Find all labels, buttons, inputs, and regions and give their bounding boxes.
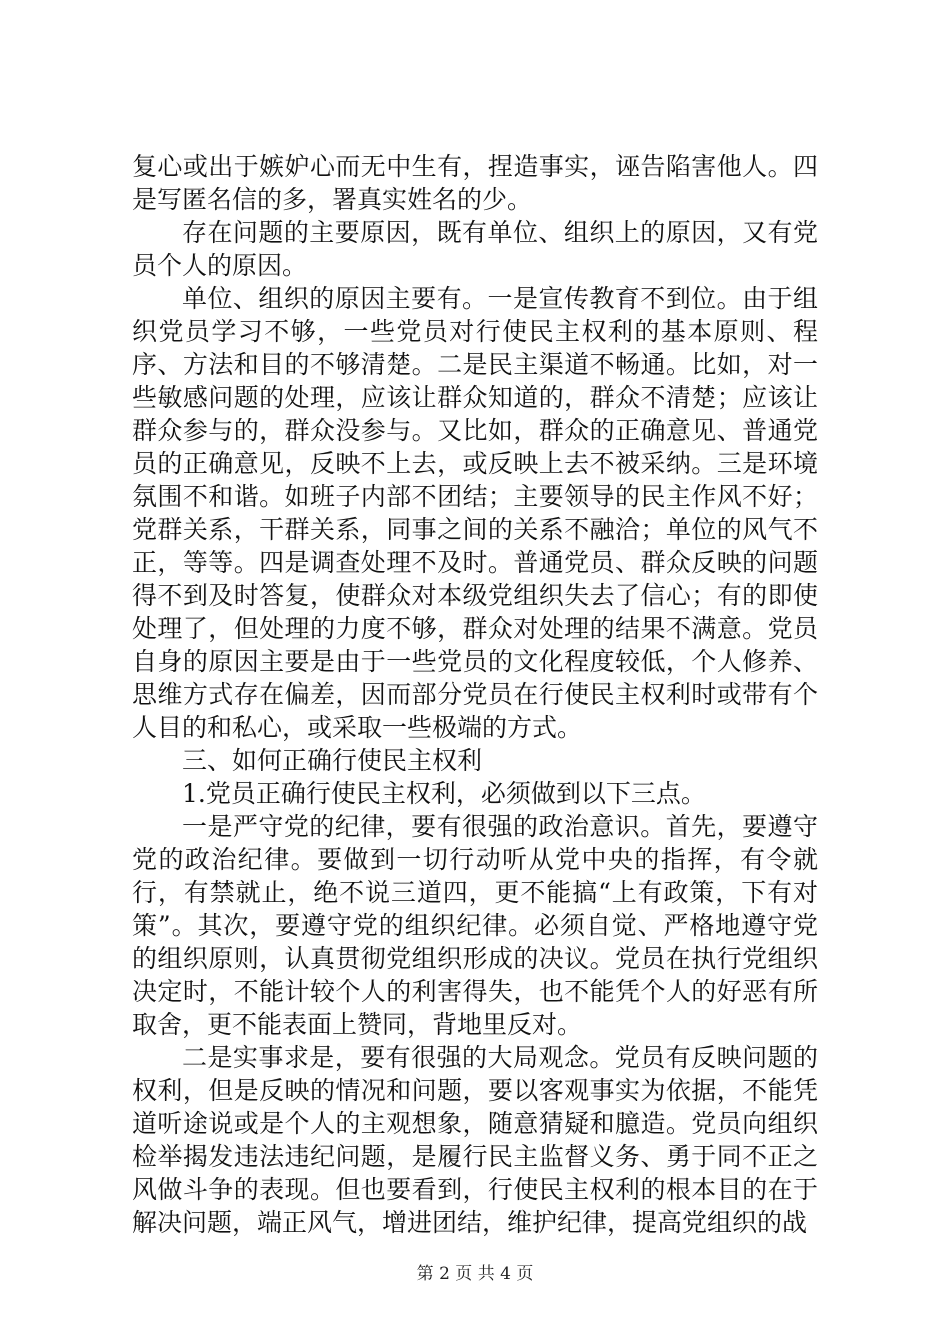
- paragraph-3: 单位、组织的原因主要有。一是宣传教育不到位。由于组织党员学习不够，一些党员对行使民主权利的基本原则、程序、方法和目的不够清楚。二是民主渠道不畅通。比如，对一些敏感问题的处理，应该让群众知道的，群众不清楚；应该让群众参与的，群众没参与。又比如，群众的正确意见、普通党员的正确意见，反映不上去，或反映上去不被采纳。三是环境氛围不和谐。如班子内部不团结；主要领导的民主作风不好；党群关系，干群关系，同事之间的关系不融洽；单位的风气不正，等等。四是调查处理不及时。普通党员、群众反映的问题得不到及时答复，使群众对本级党组织失去了信心；有的即使处理了，但处理的力度不够，群众对处理的结果不满意。党员自身的原因主要是由于一些党员的文化程度较低，个人修养、思维方式存在偏差，因而部分党员在行使民主权利时或带有个人目的和私心，或采取一些极端的方式。: [132, 284, 818, 742]
- page-footer: 第 2 页 共 4 页: [416, 1264, 534, 1284]
- paragraph-6: 一是严守党的纪律，要有很强的政治意识。首先，要遵守党的政治纪律。要做到一切行动听从党中央的指挥，有令就行，有禁就止，绝不说三道四，更不能搞“上有政策，下有对策”。其次，要遵守党的组织纪律。必须自觉、严格地遵守党的组织原则，认真贯彻党组织形成的决议。党员在执行党组织决定时，不能计较个人的利害得失，也不能凭个人的好恶有所取舍，更不能表面上赞同，背地里反对。: [132, 812, 818, 1039]
- paragraph-1: 复心或出于嫉妒心而无中生有，捏造事实，诬告陷害他人。四是写匿名信的多，署真实姓名的少。: [132, 152, 818, 214]
- subsection-heading: 1.党员正确行使民主权利，必须做到以下三点。: [182, 779, 706, 808]
- document-body: [132, 150, 818, 1239]
- paragraph-2: 存在问题的主要原因，既有单位、组织上的原因，又有党员个人的原因。: [132, 218, 818, 280]
- paragraph-7: 二是实事求是，要有很强的大局观念。党员有反映问题的权利，但是反映的情况和问题，要以客观事实为依据，不能凭道听途说或是个人的主观想象，随意猜疑和臆造。党员向组织检举揭发违法违纪问题，是履行民主监督义务、勇于同不正之风做斗争的表现。但也要看到，行使民主权利的根本目的在于解决问题，端正风气，增进团结，维护纪律，提高党组织的战: [132, 1043, 818, 1237]
- section-heading: 三、如何正确行使民主权利: [182, 746, 483, 775]
